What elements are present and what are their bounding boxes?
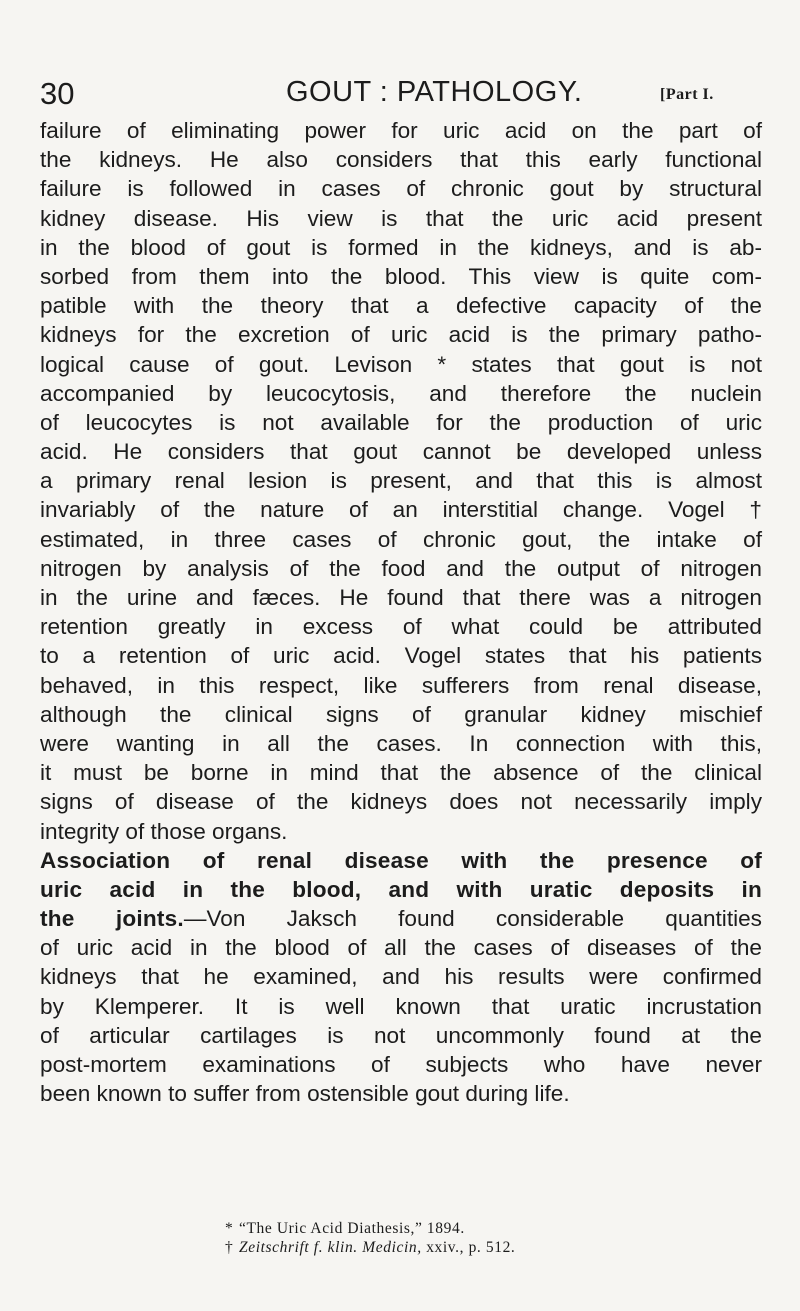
text-line: accompanied by leucocytosis, and therefore the nuclein [40,380,762,406]
body-text [40,116,762,1108]
footnote-text: xxiv., p. 512. [421,1239,516,1256]
footnote [225,1219,515,1238]
footnote-journal: Zeitschrift f. klin. Medicin, [239,1239,422,1256]
text-run: —Von Jaksch found considerable quantities [183,906,762,932]
text-line: kidneys for the excretion of uric acid is the primary patho- [40,322,762,348]
footnote-mark: † [225,1239,234,1256]
footnote-mark: * [225,1220,234,1237]
section-heading-line [40,846,762,875]
text-line: signs of disease of the kidneys does not necessarily imply [40,789,762,815]
text-line: in the blood of gout is formed in the kidneys, and is ab- [40,234,762,260]
text-line: integrity of those organs. [40,818,288,844]
text-line: sorbed from them into the blood. This view is quite com- [40,263,762,289]
page-number: 30 [40,76,75,111]
text-line: by Klemperer. It is well known that uratic incrustation [40,993,762,1019]
text-line: of leucocytes is not available for the production of uric [40,409,762,435]
text-line: of articular cartilages is not uncommonly found at the [40,1022,762,1048]
text-line: the kidneys. He also considers that this early functional [40,147,762,173]
text-line: in the urine and fæces. He found that there was a nitrogen [40,585,762,610]
text-line: failure of eliminating power for uric acid on the part of [40,118,762,143]
section-heading: Association of renal disease with the presence of [40,847,762,873]
section-heading-line [40,904,762,933]
text-line: acid. He considers that gout cannot be developed unless [40,439,762,465]
text-line: although the clinical signs of granular kidney mischief [40,701,762,727]
running-title: GOUT : PATHOLOGY. [286,76,583,108]
text-line: patible with the theory that a defective capacity of the [40,293,762,319]
text-line: behaved, in this respect, like sufferers from renal disease, [40,672,762,698]
footnotes [225,1219,515,1257]
text-line: it must be borne in mind that the absence of the clinical [40,760,762,786]
text-line: been known to suffer from ostensible gout during life. [40,1081,570,1107]
page-header [40,76,760,116]
section-heading: the joints. [40,906,184,932]
text-line: estimated, in three cases of chronic gout, the intake of [40,526,762,552]
section-heading-line [40,875,762,904]
text-line: nitrogen by analysis of the food and the output of nitrogen [40,555,762,581]
text-line: to a retention of uric acid. Vogel states that his patients [40,643,762,669]
text-line: were wanting in all the cases. In connection with this, [40,730,762,756]
text-line: retention greatly in excess of what could be attributed [40,614,762,640]
text-line: logical cause of gout. Levison * states that gout is not [40,351,762,377]
section-heading: uric acid in the blood, and with uratic deposits in [40,876,762,902]
text-line: kidneys that he examined, and his results were confirmed [40,964,762,990]
text-line: of uric acid in the blood of all the cases of diseases of the [40,935,762,961]
text-line: a primary renal lesion is present, and that this is almost [40,468,762,494]
footnote-text: “The Uric Acid Diathesis,” 1894. [239,1220,465,1237]
footnote [225,1238,515,1257]
text-line: kidney disease. His view is that the uric acid present [40,205,762,231]
text-line: post-mortem examinations of subjects who have never [40,1052,762,1077]
text-line: failure is followed in cases of chronic gout by structural [40,176,762,202]
part-label: [Part I. [660,86,714,103]
text-line: invariably of the nature of an interstitial change. Vogel † [40,497,762,523]
